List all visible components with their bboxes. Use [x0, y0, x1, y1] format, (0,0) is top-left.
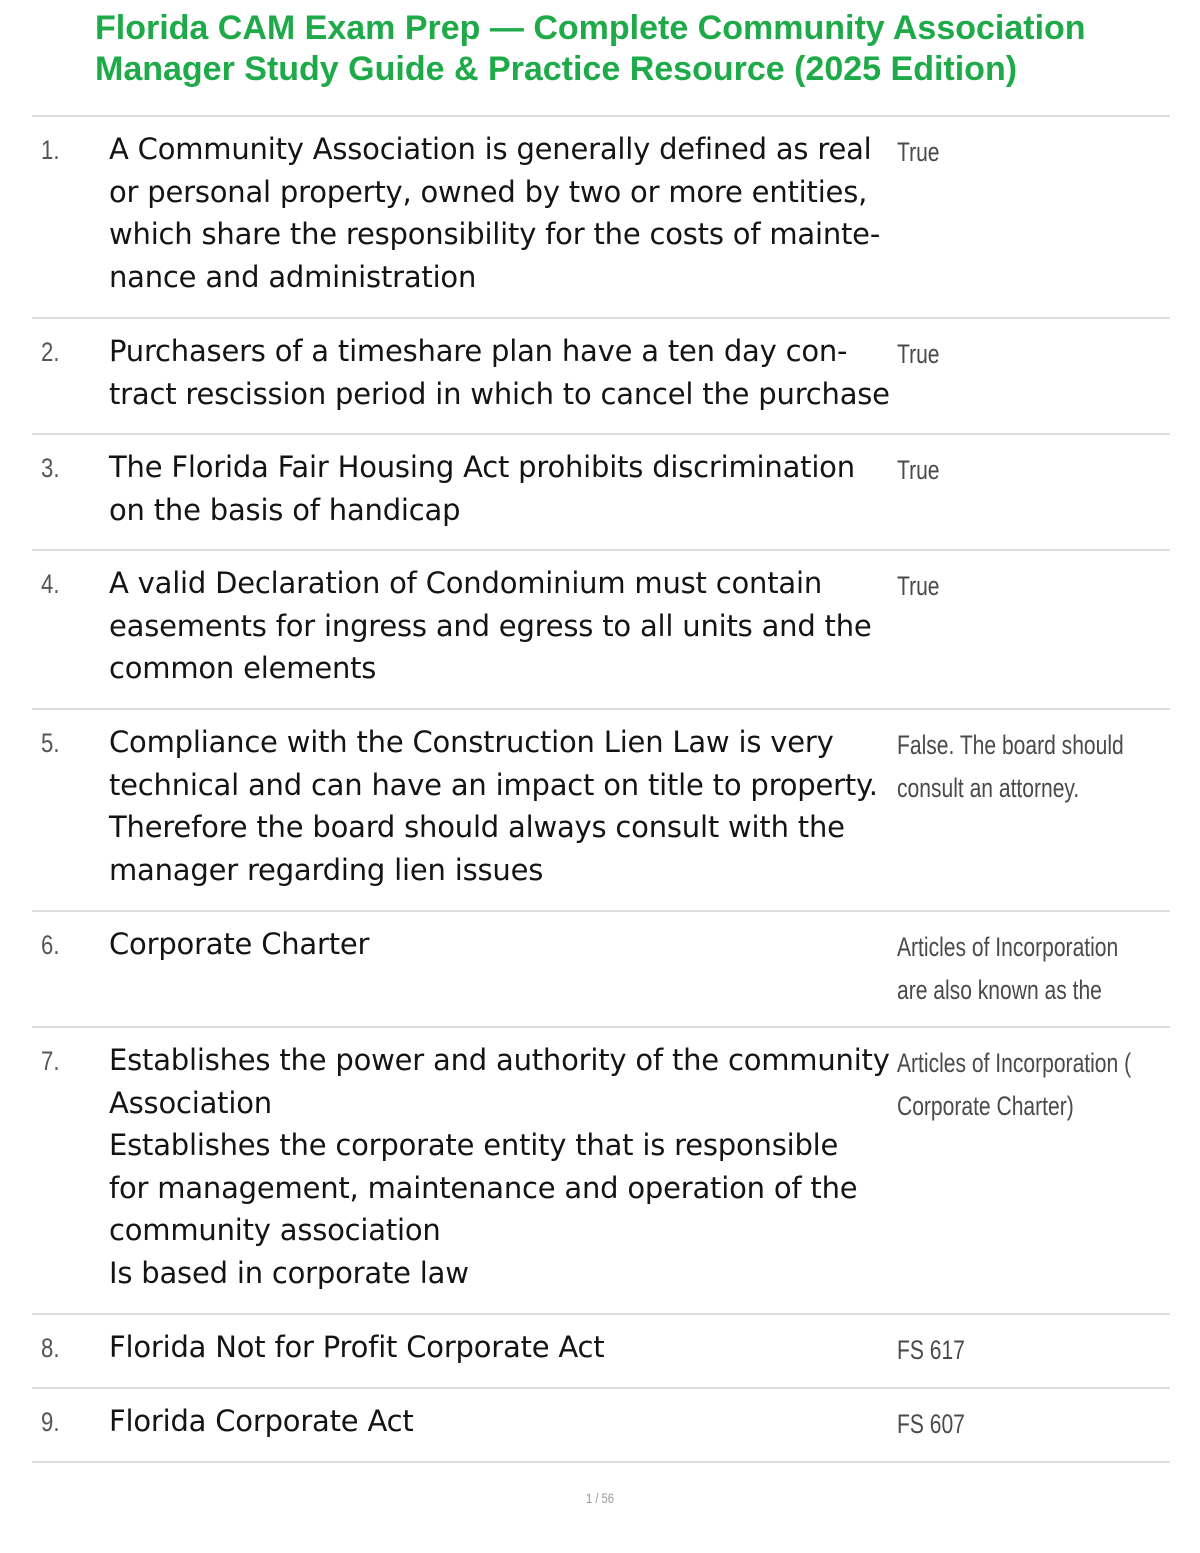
- item-number: 6.: [41, 930, 60, 960]
- answer-text: False. The board should consult an attorney.: [897, 730, 1124, 803]
- question-text: The Florida Fair Housing Act prohibits discrimination on the basis of handicap: [109, 450, 855, 527]
- answer-text: True: [897, 455, 940, 485]
- item-number: 9.: [41, 1407, 60, 1437]
- page-counter: 1 / 56: [585, 1490, 615, 1506]
- flashcard-row: [32, 710, 1170, 912]
- item-number: 8.: [41, 1333, 60, 1363]
- flashcard-row: [32, 912, 1170, 1028]
- flashcard-row: [32, 1315, 1170, 1389]
- answer-text: Articles of Incorporation are also known as the: [897, 932, 1119, 1005]
- item-number: 2.: [41, 337, 60, 367]
- item-number: 7.: [41, 1046, 60, 1076]
- question-text: A Community Association is generally defined as real or personal property, owned by two or more entities, which share the responsibility for the costs of mainte- nance and administration: [109, 132, 881, 294]
- item-number: 3.: [41, 453, 60, 483]
- item-number: 5.: [41, 728, 60, 758]
- flashcard-row: [32, 117, 1170, 319]
- answer-text: True: [897, 137, 940, 167]
- question-text: A valid Declaration of Condominium must contain easements for ingress and egress to all units and the common elements: [109, 566, 872, 685]
- flashcard-row: [32, 319, 1170, 435]
- item-number: 1.: [41, 135, 60, 165]
- flashcard-row: [32, 551, 1170, 710]
- question-text: Corporate Charter: [109, 927, 370, 961]
- answer-text: True: [897, 339, 940, 369]
- question-text: Florida Not for Profit Corporate Act: [109, 1330, 605, 1364]
- question-text: Establishes the power and authority of the community Association Establishes the corporate entity that is responsible for management, maintenance and operation of the community association Is based in corporate law: [109, 1043, 890, 1290]
- answer-text: Articles of Incorporation ( Corporate Charter): [897, 1048, 1132, 1121]
- question-text: Florida Corporate Act: [109, 1404, 414, 1438]
- answer-text: FS 617: [897, 1335, 965, 1365]
- flashcard-list: [32, 115, 1170, 1463]
- item-number: 4.: [41, 569, 60, 599]
- flashcard-row: [32, 1028, 1170, 1315]
- page-title: Florida CAM Exam Prep — Complete Community Association Manager Study Guide & Practice Resource (2025 Edition): [95, 9, 1086, 88]
- flashcard-row: [32, 435, 1170, 551]
- question-text: Purchasers of a timeshare plan have a ten day con- tract rescission period in which to cancel the purchase: [109, 334, 890, 411]
- answer-text: True: [897, 571, 940, 601]
- flashcard-row: [32, 1389, 1170, 1463]
- answer-text: FS 607: [897, 1409, 965, 1439]
- question-text: Compliance with the Construction Lien Law is very technical and can have an impact on title to property. Therefore the board should always consult with the manager regarding lien issues: [109, 725, 878, 887]
